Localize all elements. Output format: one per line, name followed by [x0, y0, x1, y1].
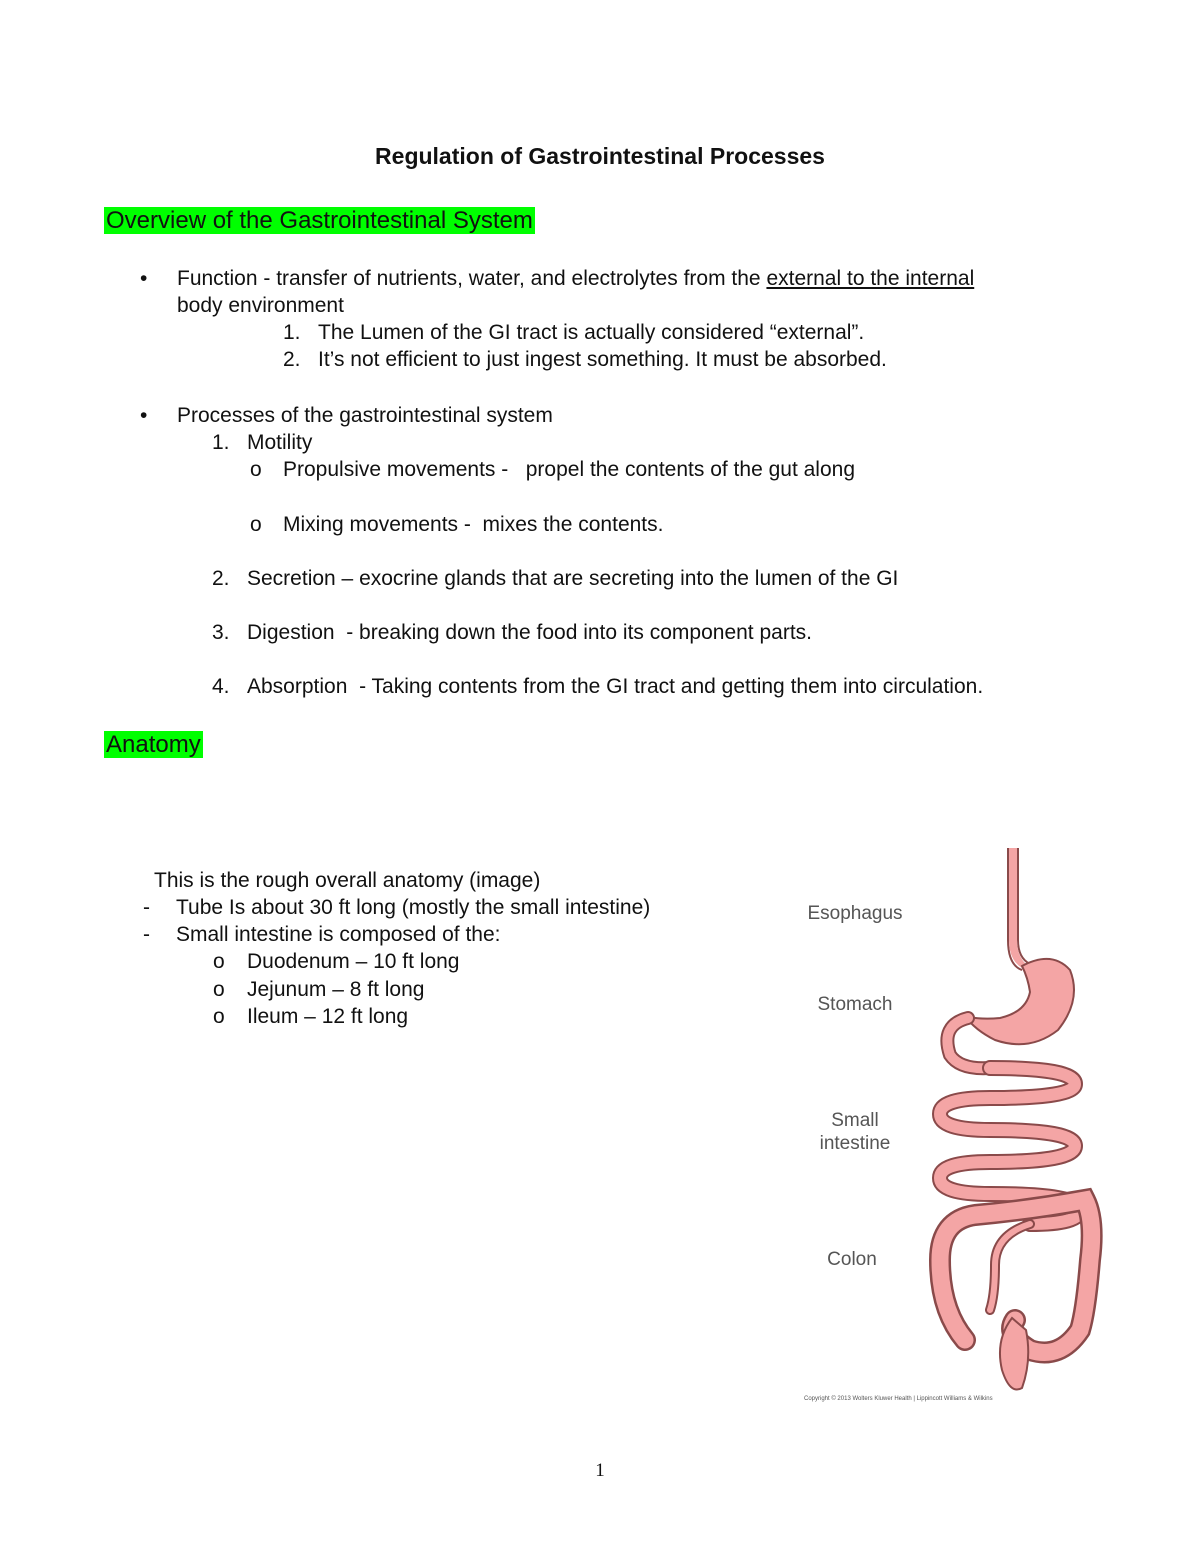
function-text-underlined: external to the internal — [766, 267, 975, 290]
propulsive-marker: o — [250, 458, 262, 481]
absorption-text: Absorption - Taking contents from the GI tract and getting them into circulation. — [247, 675, 984, 698]
section-heading-anatomy-text: Anatomy — [106, 731, 201, 758]
motility-num: 1. — [212, 431, 230, 454]
dash-2-text: Small intestine is composed of the: — [176, 923, 501, 946]
page-title: Regulation of Gastrointestinal Processes — [375, 143, 825, 169]
stomach-shape — [965, 959, 1074, 1044]
section-heading-overview — [104, 205, 535, 236]
section-heading-anatomy — [104, 729, 203, 760]
page-number: 1 — [595, 1460, 605, 1481]
function-sub-1-num: 1. — [283, 321, 301, 344]
copyright-note: Copyright © 2013 Wolters Kluwer Health | Lippincott Williams & Wilkins — [804, 1396, 993, 1402]
motility-text: Motility — [247, 431, 313, 454]
section-heading-overview-text: Overview of the Gastrointestinal System — [106, 207, 533, 234]
label-esophagus: Esophagus — [807, 903, 903, 924]
jejunum-text: Jejunum – 8 ft long — [247, 978, 425, 1001]
function-text — [177, 266, 974, 292]
gi-tract-illustration — [790, 840, 1110, 1400]
function-continuation: body environment — [177, 294, 344, 317]
function-text-prefix: Function - transfer of nutrients, water, and electrolytes from the — [177, 267, 767, 290]
function-sub-2-text: It’s not efficient to just ingest something. It must be absorbed. — [318, 348, 887, 371]
anatomy-intro: This is the rough overall anatomy (image) — [154, 869, 541, 892]
label-stomach: Stomach — [817, 994, 893, 1015]
secretion-num: 2. — [212, 567, 230, 590]
label-colon: Colon — [827, 1249, 877, 1270]
digestion-text: Digestion - breaking down the food into its component parts. — [247, 621, 812, 644]
bullet-processes: • — [140, 404, 148, 427]
dash-2-marker: - — [143, 923, 150, 946]
ileum-text: Ileum – 12 ft long — [247, 1005, 409, 1028]
function-sub-1-text: The Lumen of the GI tract is actually considered “external”. — [318, 321, 865, 344]
propulsive-text: Propulsive movements - propel the contents of the gut along — [283, 458, 855, 481]
secretion-text: Secretion – exocrine glands that are secreting into the lumen of the GI — [247, 567, 899, 590]
dash-1-marker: - — [143, 896, 150, 919]
label-small-intestine-2: intestine — [819, 1133, 891, 1154]
dash-1-text: Tube Is about 30 ft long (mostly the small intestine) — [176, 896, 651, 919]
absorption-num: 4. — [212, 675, 230, 698]
mixing-text: Mixing movements - mixes the contents. — [283, 513, 664, 536]
duodenum-text: Duodenum – 10 ft long — [247, 950, 460, 973]
processes-text: Processes of the gastrointestinal system — [177, 404, 553, 427]
function-sub-2-num: 2. — [283, 348, 301, 371]
label-small-intestine-1: Small — [831, 1110, 879, 1131]
ileum-fill — [990, 1224, 1030, 1310]
digestion-num: 3. — [212, 621, 230, 644]
mixing-marker: o — [250, 513, 262, 536]
duodenum-marker: o — [213, 950, 225, 973]
bullet-function: • — [140, 267, 148, 290]
jejunum-marker: o — [213, 978, 225, 1001]
esophagus-shape-inner — [1018, 848, 1030, 964]
ileum-marker: o — [213, 1005, 225, 1028]
